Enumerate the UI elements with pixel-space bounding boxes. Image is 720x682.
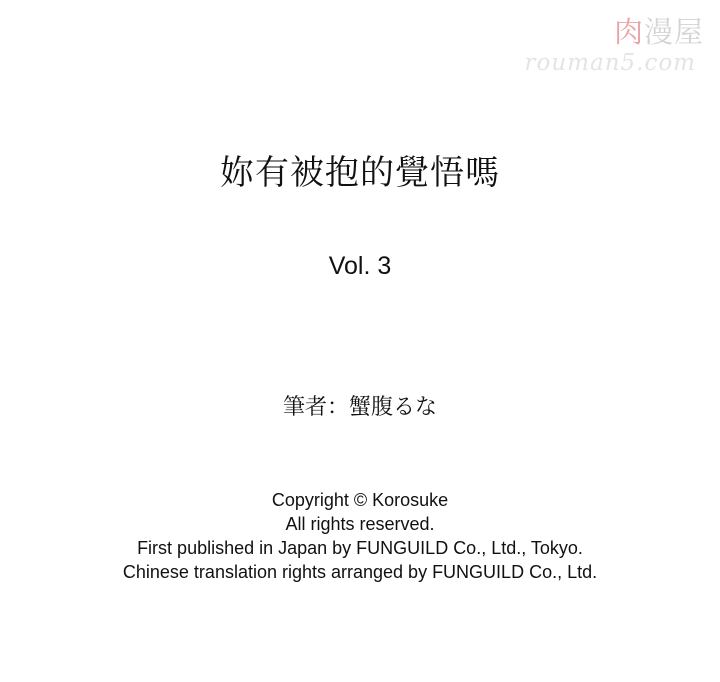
watermark-logo-red: 肉: [613, 15, 644, 49]
site-watermark: [516, 14, 706, 78]
publisher-line: First published in Japan by FUNGUILD Co., Ltd., Tokyo.: [137, 538, 583, 558]
author-line: 筆者：蟹腹るな: [282, 395, 437, 420]
book-title: 妳有被抱的覺悟嗎: [220, 153, 500, 193]
copyright-line: Copyright © Korosuke: [271, 490, 449, 510]
volume-number: Vol. 3: [328, 252, 392, 280]
copyright-block: [0, 488, 720, 584]
rights-line: All rights reserved.: [285, 514, 435, 534]
translation-rights-line: Chinese translation rights arranged by FUNGUILD Co., Ltd.: [122, 562, 598, 582]
watermark-logo-gray: 漫屋: [643, 15, 704, 49]
watermark-logo-text: [614, 14, 704, 50]
watermark-site-url: rouman5.com: [524, 50, 696, 76]
